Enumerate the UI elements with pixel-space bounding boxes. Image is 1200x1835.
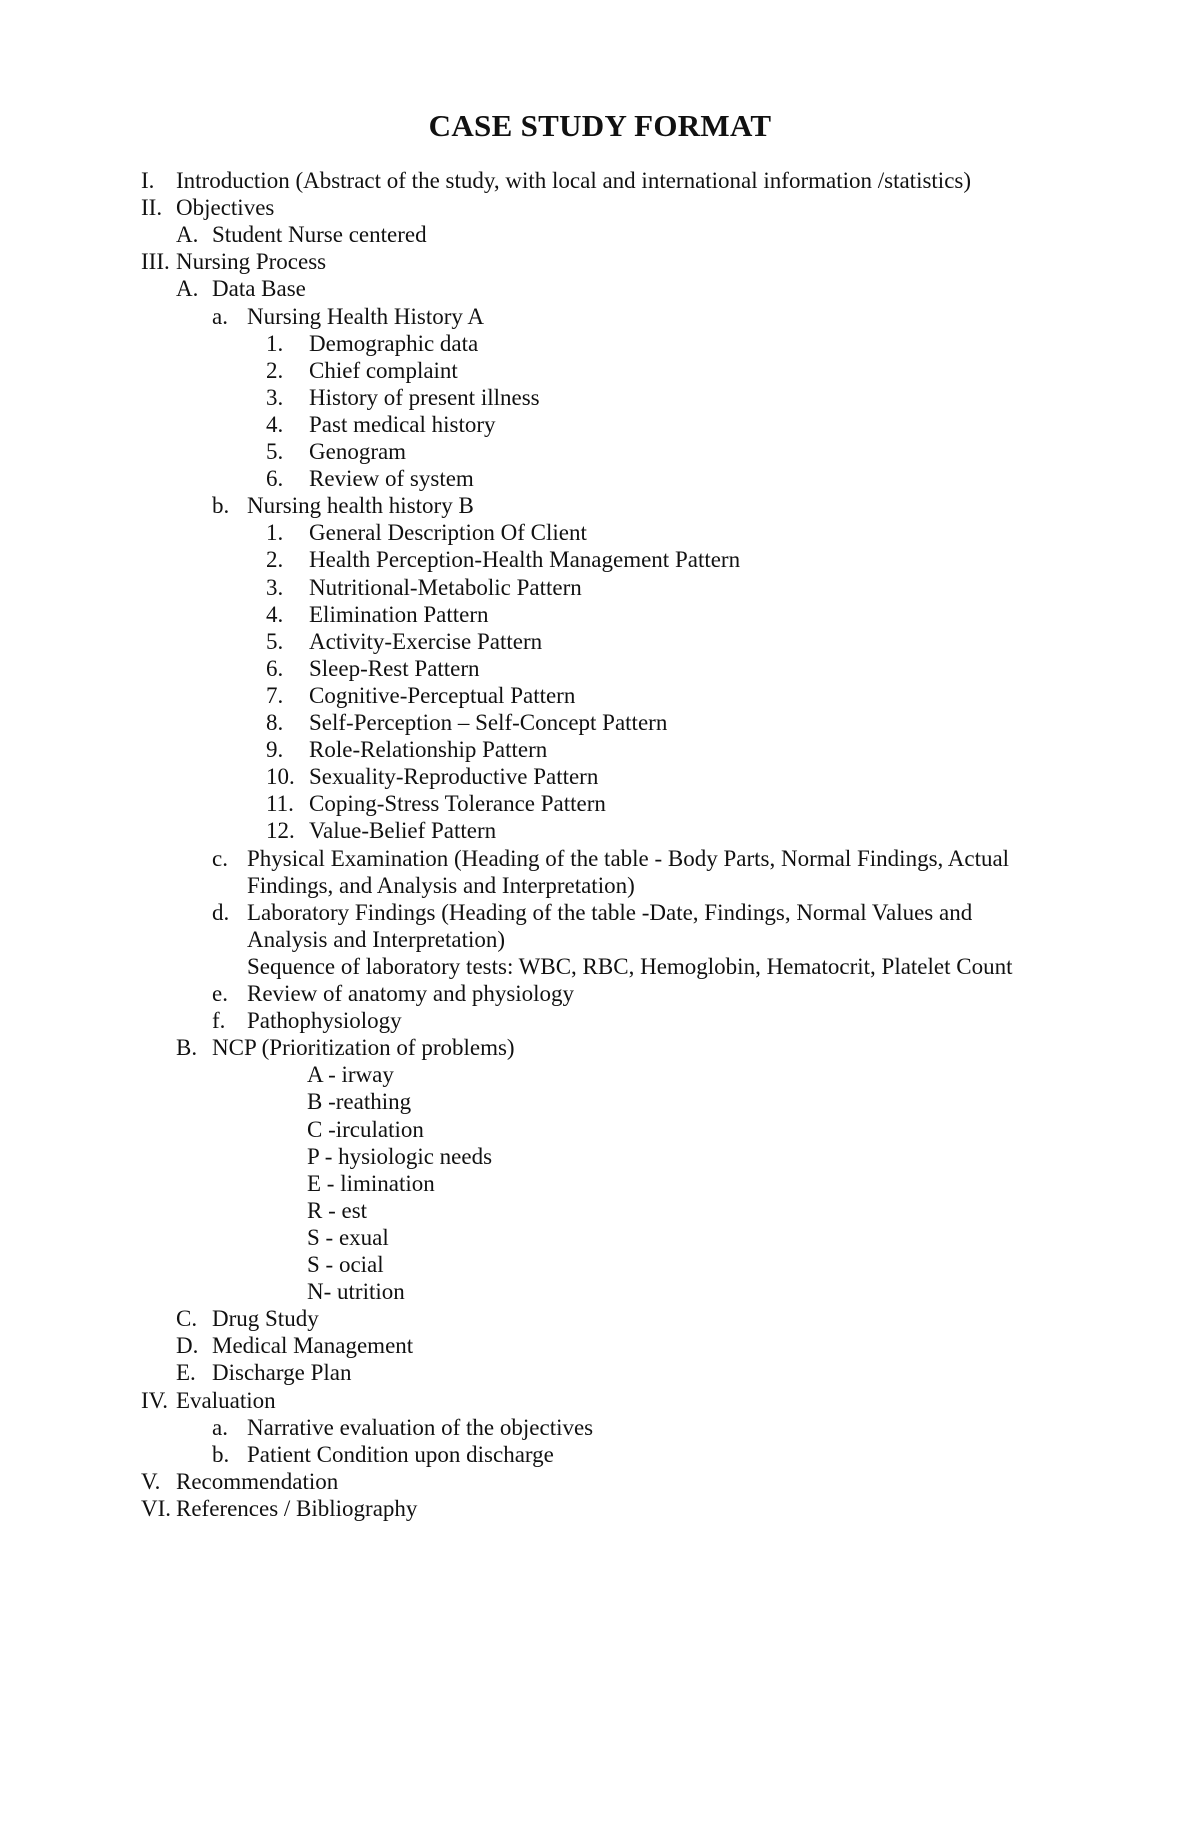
- outline-text: Health Perception-Health Management Pattern: [309, 547, 741, 572]
- outline-text: Objectives: [176, 195, 275, 220]
- outline-text: Review of anatomy and physiology: [247, 981, 575, 1006]
- outline-text: Cognitive-Perceptual Pattern: [309, 683, 576, 708]
- outline-marker: C.: [176, 1306, 198, 1331]
- outline-marker: 5.: [266, 439, 284, 464]
- outline-text: Value-Belief Pattern: [309, 818, 497, 843]
- outline-text: Analysis and Interpretation): [247, 927, 506, 952]
- outline-text: NCP (Prioritization of problems): [212, 1035, 515, 1060]
- outline-text: Role-Relationship Pattern: [309, 737, 548, 762]
- outline-text: Chief complaint: [309, 358, 458, 383]
- outline-marker: 10.: [266, 764, 295, 789]
- outline-marker: 2.: [266, 358, 284, 383]
- outline-text: Sequence of laboratory tests: WBC, RBC, Hemoglobin, Hematocrit, Platelet Count: [247, 954, 1013, 979]
- outline-text: Elimination Pattern: [309, 602, 489, 627]
- outline-marker: e.: [212, 981, 228, 1006]
- outline-text: Self-Perception – Self-Concept Pattern: [309, 710, 668, 735]
- outline-marker: 4.: [266, 602, 284, 627]
- outline-text: B -reathing: [307, 1089, 412, 1114]
- outline-marker: 6.: [266, 466, 284, 491]
- page-title: CASE STUDY FORMAT: [428, 108, 772, 143]
- outline-marker: A.: [176, 222, 199, 247]
- outline-marker: 3.: [266, 385, 284, 410]
- outline-marker: 4.: [266, 412, 284, 437]
- outline-marker: II.: [141, 195, 163, 220]
- outline-text: Discharge Plan: [212, 1360, 352, 1385]
- outline-text: Recommendation: [176, 1469, 339, 1494]
- outline-text: References / Bibliography: [176, 1496, 418, 1521]
- outline-text: Activity-Exercise Pattern: [309, 629, 543, 654]
- outline-marker: VI.: [141, 1496, 172, 1521]
- outline-marker: 1.: [266, 520, 284, 545]
- outline-marker: D.: [176, 1333, 199, 1358]
- outline-marker: 1.: [266, 331, 284, 356]
- outline-text: C -irculation: [307, 1117, 424, 1142]
- outline-marker: 11.: [266, 791, 294, 816]
- outline-marker: b.: [212, 493, 230, 518]
- outline-marker: A.: [176, 276, 199, 301]
- outline-text: Nursing Health History A: [247, 304, 485, 329]
- outline-text: S - exual: [307, 1225, 389, 1250]
- outline-marker: a.: [212, 304, 228, 329]
- outline-text: Sleep-Rest Pattern: [309, 656, 480, 681]
- outline-text: N- utrition: [307, 1279, 405, 1304]
- outline-marker: 3.: [266, 575, 284, 600]
- outline-marker: III.: [141, 249, 170, 274]
- outline-marker: 2.: [266, 547, 284, 572]
- outline-marker: 5.: [266, 629, 284, 654]
- outline-marker: 12.: [266, 818, 295, 843]
- outline-text: Nutritional-Metabolic Pattern: [309, 575, 582, 600]
- outline-text: A - irway: [307, 1062, 394, 1087]
- outline-text: Sexuality-Reproductive Pattern: [309, 764, 599, 789]
- outline-text: E - limination: [307, 1171, 435, 1196]
- outline-text: Nursing health history B: [247, 493, 474, 518]
- outline-text: Review of system: [309, 466, 474, 491]
- outline-marker: 6.: [266, 656, 284, 681]
- outline-marker: 7.: [266, 683, 284, 708]
- outline-text: General Description Of Client: [309, 520, 587, 545]
- outline-text: Coping-Stress Tolerance Pattern: [309, 791, 606, 816]
- outline-marker: a.: [212, 1415, 228, 1440]
- outline-marker: 9.: [266, 737, 284, 762]
- outline-text: Pathophysiology: [247, 1008, 402, 1033]
- outline-text: Introduction (Abstract of the study, with local and international information /statistics): [176, 168, 972, 193]
- outline-marker: c.: [212, 846, 228, 871]
- outline-text: Data Base: [212, 276, 306, 301]
- outline-text: S - ocial: [307, 1252, 384, 1277]
- outline-text: Past medical history: [309, 412, 496, 437]
- outline-text: Drug Study: [212, 1306, 319, 1331]
- outline-text: Findings, and Analysis and Interpretation): [247, 873, 635, 898]
- outline-marker: b.: [212, 1442, 230, 1467]
- outline-text: History of present illness: [309, 385, 540, 410]
- outline-text: Medical Management: [212, 1333, 414, 1358]
- outline-marker: E.: [176, 1360, 196, 1385]
- outline-text: Physical Examination (Heading of the table - Body Parts, Normal Findings, Actual: [247, 846, 1010, 871]
- outline-marker: B.: [176, 1035, 198, 1060]
- outline-marker: 8.: [266, 710, 284, 735]
- outline-text: Patient Condition upon discharge: [247, 1442, 554, 1467]
- outline-text: Narrative evaluation of the objectives: [247, 1415, 594, 1440]
- outline-text: Nursing Process: [176, 249, 327, 274]
- outline-text: Demographic data: [309, 331, 479, 356]
- outline-marker: IV.: [141, 1388, 169, 1413]
- outline-text: Laboratory Findings (Heading of the table -Date, Findings, Normal Values and: [247, 900, 973, 925]
- outline-text: R - est: [307, 1198, 368, 1223]
- outline-text: Evaluation: [176, 1388, 276, 1413]
- outline-marker: V.: [141, 1469, 161, 1494]
- outline-marker: d.: [212, 900, 230, 925]
- outline-text: Student Nurse centered: [212, 222, 427, 247]
- outline-text: Genogram: [309, 439, 407, 464]
- outline-marker: I.: [141, 168, 155, 193]
- outline-text: P - hysiologic needs: [307, 1144, 493, 1169]
- outline-marker: f.: [212, 1008, 226, 1033]
